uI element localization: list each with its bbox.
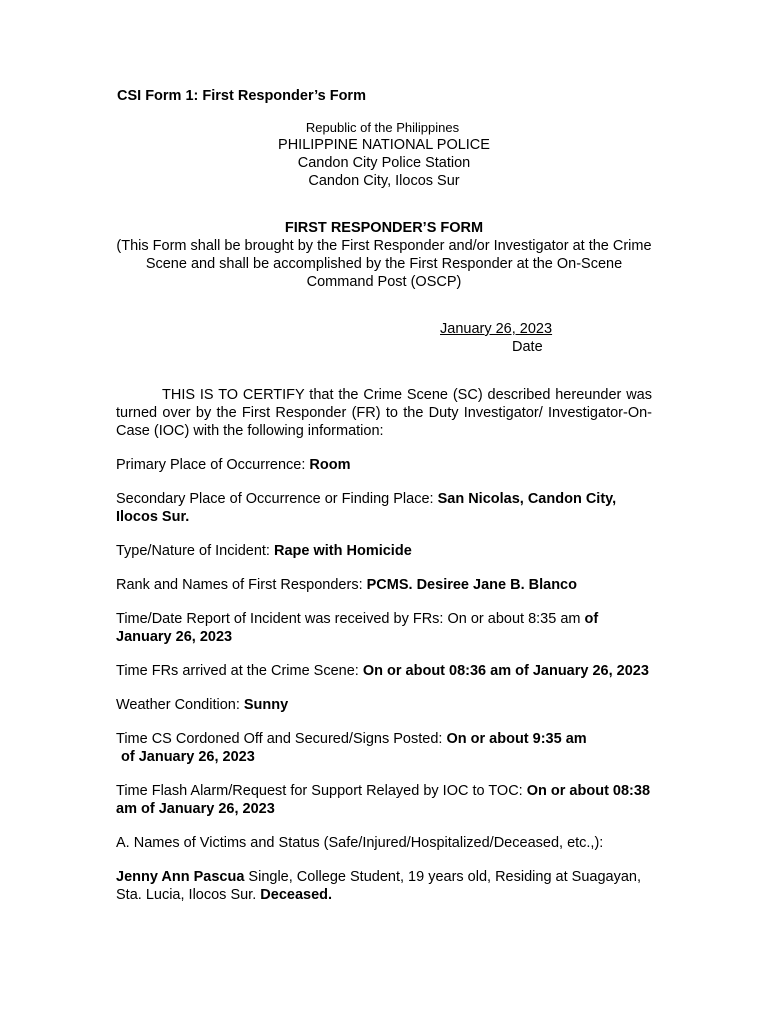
primary-place-field bbox=[116, 456, 652, 474]
victim-details: Single, College Student, 19 years old, Residing at Suagayan, Sta. Lucia, Ilocos Sur. bbox=[116, 869, 641, 903]
date-value: January 26, 2023 bbox=[440, 321, 553, 337]
form-body bbox=[116, 386, 652, 920]
document-title: FIRST RESPONDER’S FORM bbox=[284, 220, 484, 236]
victim-name: Jenny Ann Pascua bbox=[116, 869, 245, 885]
agency-header bbox=[0, 120, 768, 190]
flash-alarm-field bbox=[116, 782, 652, 818]
date-block bbox=[440, 320, 564, 356]
weather-label: Weather Condition: bbox=[116, 697, 244, 713]
first-responders-label: Rank and Names of First Responders: bbox=[116, 577, 367, 593]
arrival-time-value: On or about 08:36 am of January 26, 2023 bbox=[362, 663, 649, 679]
first-responders-value: PCMS. Desiree Jane B. Blanco bbox=[366, 577, 577, 593]
report-time-value: of January 26, 2023 bbox=[116, 611, 599, 645]
flash-alarm-value: On or about 08:38 am of January 26, 2023 bbox=[116, 783, 651, 817]
report-time-field bbox=[116, 610, 652, 646]
primary-place-label: Primary Place of Occurrence: bbox=[116, 457, 310, 473]
certification-paragraph: THIS IS TO CERTIFY that the Crime Scene (SC) described hereunder was turned over by the First Responder (FR) to the Duty Investigator/ Investigator-On-Case (IOC) with the following information: bbox=[116, 387, 652, 439]
incident-type-label: Type/Nature of Incident: bbox=[116, 543, 274, 559]
incident-type-value: Rape with Homicide bbox=[273, 543, 412, 559]
cordon-time-value-line1: On or about 9:35 am bbox=[446, 731, 587, 747]
station-name: Candon City Police Station bbox=[297, 155, 471, 171]
cordon-time-value-line2: of January 26, 2023 bbox=[121, 749, 255, 765]
incident-type-field bbox=[116, 542, 652, 560]
arrival-time-field bbox=[116, 662, 652, 680]
arrival-time-label: Time FRs arrived at the Crime Scene: bbox=[116, 663, 363, 679]
weather-field bbox=[116, 696, 652, 714]
date-label: Date bbox=[512, 339, 543, 355]
document-instructions: (This Form shall be brought by the First Responder and/or Investigator at the Crime Scene and shall be accomplished by the First Responder at the On-Scene Command Post (OSCP) bbox=[116, 238, 652, 290]
victim-entry bbox=[116, 868, 652, 904]
primary-place-value: Room bbox=[309, 457, 351, 473]
cordon-time-field bbox=[116, 730, 652, 766]
secondary-place-field bbox=[116, 490, 652, 526]
victim-status: Deceased. bbox=[260, 887, 333, 903]
secondary-place-value: San Nicolas, Candon City, Ilocos Sur. bbox=[116, 491, 617, 525]
agency-name: PHILIPPINE NATIONAL POLICE bbox=[278, 137, 490, 153]
secondary-place-label: Secondary Place of Occurrence or Finding Place: bbox=[116, 491, 438, 507]
report-time-label: Time/Date Report of Incident was received by FRs: On or about 8:35 am bbox=[116, 611, 585, 627]
weather-value: Sunny bbox=[243, 697, 289, 713]
republic-line: Republic of the Philippines bbox=[305, 120, 460, 135]
first-responders-field bbox=[116, 576, 652, 594]
station-location: Candon City, Ilocos Sur bbox=[308, 173, 460, 189]
victims-heading: A. Names of Victims and Status (Safe/Injured/Hospitalized/Deceased, etc.,): bbox=[116, 835, 604, 851]
document-title-block bbox=[116, 219, 652, 291]
flash-alarm-label: Time Flash Alarm/Request for Support Relayed by IOC to TOC: bbox=[116, 783, 527, 799]
cordon-time-label: Time CS Cordoned Off and Secured/Signs Posted: bbox=[116, 731, 447, 747]
form-title: CSI Form 1: First Responder’s Form bbox=[117, 88, 366, 104]
